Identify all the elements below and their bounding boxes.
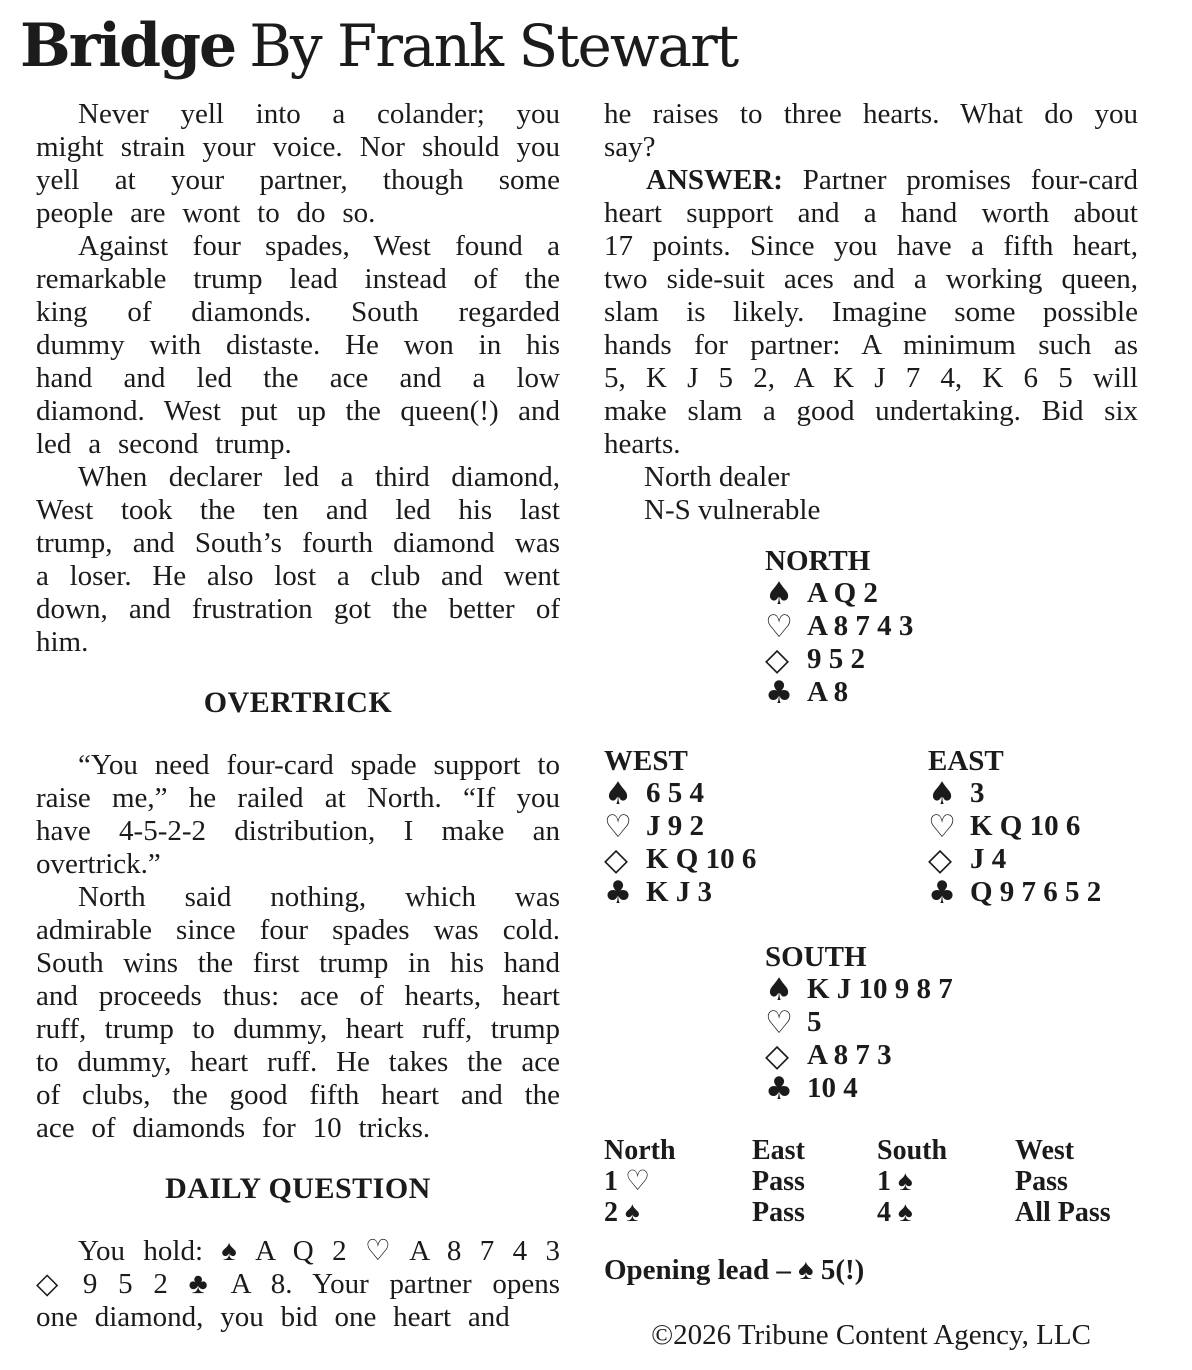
vulnerable-line: N-S vulnerable (644, 494, 821, 526)
west-hand (604, 745, 928, 909)
bidding-table (604, 1135, 1138, 1228)
suit-line (765, 676, 1138, 709)
section-heading-daily-question: DAILY QUESTION (165, 1172, 431, 1205)
hand-label-east: EAST (928, 745, 1004, 777)
bid-cell: 1 ♡ (604, 1166, 651, 1197)
heart-icon: ♡ (765, 609, 794, 645)
card-values: K J 10 9 8 7 (807, 973, 953, 1005)
card-values: 3 (970, 777, 985, 809)
opening-lead-line: Opening lead – ♠ 5(!) (604, 1254, 865, 1286)
bidding-header-west: West (1015, 1135, 1075, 1166)
card-values: J 9 2 (646, 810, 704, 842)
west-east-row (604, 745, 1138, 909)
left-column (36, 98, 560, 1334)
bid-cell: Pass (752, 1197, 805, 1228)
north-hand (765, 545, 1138, 709)
masthead (20, 8, 737, 100)
heart-icon: ♡ (928, 809, 957, 845)
card-values: A Q 2 (807, 577, 878, 609)
suit-line (604, 810, 928, 843)
right-column (604, 98, 1138, 1352)
article-paragraph: When declarer led a third diamond, West took the ten and led his last trump, and South’s fourth diamond was a loser. He also lost a club and went down, and frustration got the better of him. (36, 461, 560, 658)
diamond-icon: ◇ (604, 842, 629, 878)
section-heading-overtrick: OVERTRICK (203, 686, 393, 719)
diamond-icon: ◇ (928, 842, 953, 878)
card-values: J 4 (970, 843, 1007, 875)
suit-line (765, 610, 1138, 643)
copyright-line: ©2026 Tribune Content Agency, LLC (651, 1319, 1091, 1351)
suit-line (765, 1039, 1138, 1072)
club-icon: ♣ (765, 675, 794, 711)
card-values: A 8 7 3 (807, 1039, 892, 1071)
suit-line (604, 777, 928, 810)
suit-line (765, 1006, 1138, 1039)
hand-label-north: NORTH (765, 545, 871, 577)
bid-cell: Pass (1015, 1166, 1068, 1197)
suit-line (604, 876, 928, 909)
suit-line (765, 577, 1138, 610)
bid-cell: 1 ♠ (877, 1166, 913, 1197)
spade-icon: ♠ (765, 972, 794, 1008)
suit-line (765, 973, 1138, 1006)
article-paragraph-you-hold: You hold: ♠ A Q 2 ♡ A 8 7 4 3 ◇ 9 5 2 ♣ A 8. Your partner opens one diamond, you bid one heart and (36, 1235, 560, 1333)
bid-cell: 4 ♠ (877, 1197, 913, 1228)
article-paragraph: Never yell into a colander; you might strain your voice. Nor should you yell at your partner, though some people are wont to do so. (36, 98, 560, 229)
hand-label-west: WEST (604, 745, 688, 777)
article-paragraph: he raises to three hearts. What do you say? (604, 98, 1138, 163)
dealer-line: North dealer (644, 461, 790, 493)
club-icon: ♣ (604, 875, 633, 911)
suit-line (765, 643, 1138, 676)
east-hand (928, 745, 1138, 909)
heart-icon: ♡ (765, 1005, 794, 1041)
bid-cell: All Pass (1015, 1197, 1111, 1228)
bidding-header-north: North (604, 1135, 676, 1166)
column-title: Bridge (20, 11, 236, 81)
club-icon: ♣ (765, 1071, 794, 1107)
diamond-icon: ◇ (765, 642, 790, 678)
diamond-icon: ◇ (765, 1038, 790, 1074)
card-values: Q 9 7 6 5 2 (970, 876, 1102, 908)
card-values: K Q 10 6 (970, 810, 1081, 842)
spade-icon: ♠ (765, 576, 794, 612)
answer-label: ANSWER: (646, 164, 783, 196)
heart-icon: ♡ (604, 809, 633, 845)
answer-paragraph (604, 164, 1138, 461)
spade-icon: ♠ (928, 776, 957, 812)
bidding-header-south: South (877, 1135, 948, 1166)
card-values: 10 4 (807, 1072, 858, 1104)
club-icon: ♣ (928, 875, 957, 911)
card-values: 6 5 4 (646, 777, 704, 809)
suit-line (928, 810, 1138, 843)
bidding-header-east: East (752, 1135, 805, 1166)
answer-text: Partner promises four-card heart support and a hand worth about 17 points. Since you have a fifth heart, two side-suit aces and a working queen, slam is likely. Imagine some possible hands for partner: A minimum such as 5, K J 5 2, A K J 7 4, K 6 5 will make slam a good undertaking. Bid six hearts. (604, 164, 1138, 460)
card-values: 5 (807, 1006, 822, 1038)
card-values: 9 5 2 (807, 643, 865, 675)
spade-icon: ♠ (604, 776, 633, 812)
south-hand (765, 941, 1138, 1105)
bid-cell: 2 ♠ (604, 1197, 640, 1228)
suit-line (928, 777, 1138, 810)
article-paragraph: Against four spades, West found a remarkable trump lead instead of the king of diamonds. South regarded dummy with distaste. He won in his hand and led the ace and a low diamond. West put up the queen(!) and led a second trump. (36, 230, 560, 460)
article-paragraph: North said nothing, which was admirable since four spades was cold. South wins the first trump in his hand and proceeds thus: ace of hearts, heart ruff, trump to dummy, heart ruff, trump to dummy, heart ruff. He takes the ace of clubs, the good fifth heart and the ace of diamonds for 10 tricks. (36, 881, 560, 1144)
card-values: K Q 10 6 (646, 843, 757, 875)
suit-line (604, 843, 928, 876)
column-byline: By Frank Stewart (249, 12, 738, 80)
suit-line (928, 843, 1138, 876)
card-values: K J 3 (646, 876, 713, 908)
card-values: A 8 7 4 3 (807, 610, 914, 642)
hand-label-south: SOUTH (765, 941, 867, 973)
bid-cell: Pass (752, 1166, 805, 1197)
suit-line (928, 876, 1138, 909)
article-paragraph: “You need four-card spade support to raise me,” he railed at North. “If you have 4-5-2-2 distribution, I make an overtrick.” (36, 749, 560, 880)
card-values: A 8 (807, 676, 849, 708)
suit-line (765, 1072, 1138, 1105)
